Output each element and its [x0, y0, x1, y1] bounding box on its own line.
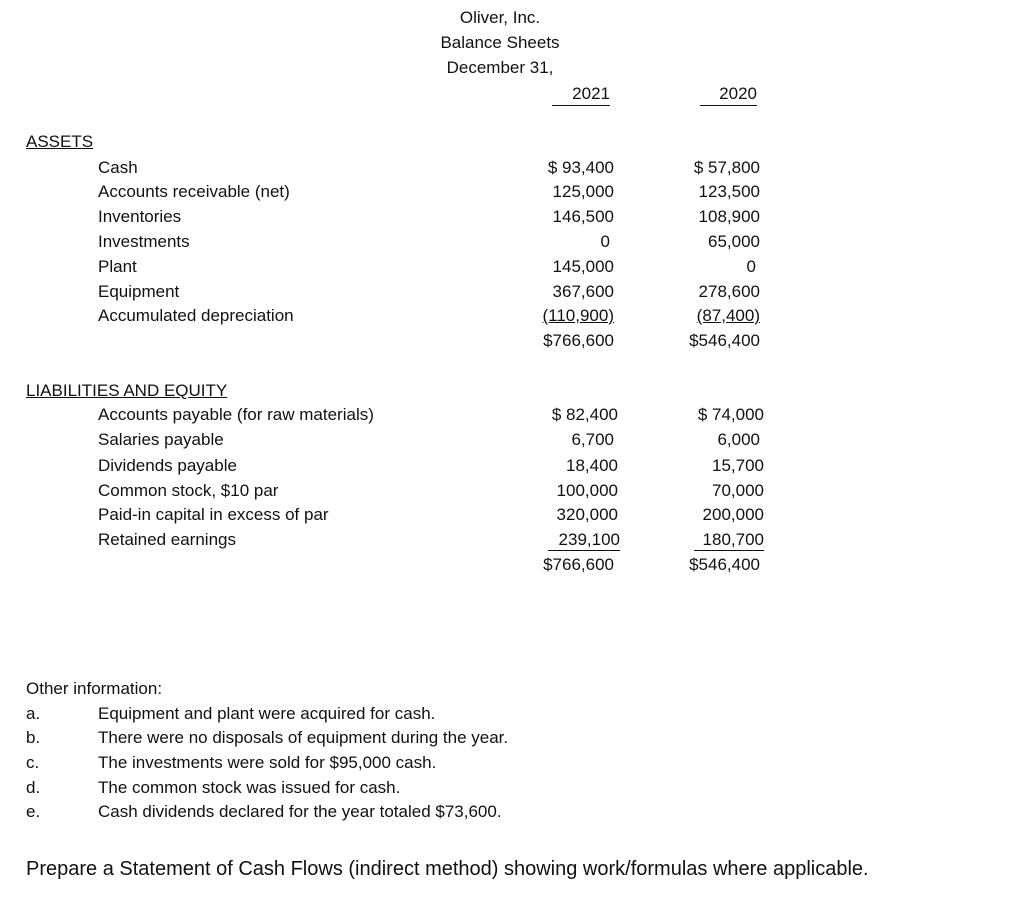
asset-value-2020: 123,500 [698, 182, 760, 201]
statement-date: December 31, [446, 58, 554, 77]
liability-label: Salaries payable [98, 430, 224, 449]
asset-value-2020: 278,600 [698, 282, 760, 301]
other-info-text: There were no disposals of equipment during the year. [98, 728, 509, 747]
other-info-text: The common stock was issued for cash. [98, 778, 401, 797]
asset-value-2021: $ 93,400 [547, 158, 614, 177]
liability-label: Paid-in capital in excess of par [98, 505, 329, 524]
statement-title: Balance Sheets [440, 33, 560, 52]
liability-value-2021: 6,700 [571, 430, 614, 449]
asset-value-2020-cell [665, 306, 760, 326]
liability-value-2020: 180,700 [694, 530, 764, 551]
asset-value-2021-cell [520, 306, 614, 326]
asset-value-2020: 108,900 [698, 207, 760, 226]
column-header-2021: 2021 [552, 84, 610, 106]
asset-value-2021: 145,000 [552, 257, 614, 276]
liability-value-2020: 200,000 [702, 505, 764, 524]
liabilities-heading: LIABILITIES AND EQUITY [26, 381, 228, 400]
liability-value-2021: $ 82,400 [551, 405, 618, 424]
liability-label: Retained earnings [98, 530, 236, 549]
liability-label: Accounts payable (for raw materials) [98, 405, 374, 424]
other-info-letter: a. [26, 704, 41, 723]
other-info-letter: d. [26, 778, 41, 797]
total-assets-2021: $766,600 [543, 331, 614, 350]
asset-label: Accumulated depreciation [98, 306, 294, 325]
liability-label: Common stock, $10 par [98, 481, 279, 500]
liability-label: Dividends payable [98, 456, 237, 475]
assets-heading: ASSETS [26, 132, 94, 151]
company-name: Oliver, Inc. [459, 8, 541, 27]
asset-label: Cash [98, 158, 138, 177]
asset-value-2020: 65,000 [708, 232, 760, 251]
liability-value-2021: 100,000 [556, 481, 618, 500]
column-header-2020: 2020 [700, 84, 757, 106]
other-info-letter: e. [26, 802, 41, 821]
asset-value-2021: 0 [600, 232, 610, 251]
liability-value-2021: 239,100 [548, 530, 620, 551]
asset-value-2021: 125,000 [552, 182, 614, 201]
total-liabilities-equity-2020: $546,400 [689, 555, 760, 574]
liability-value-2020: 15,700 [712, 456, 764, 475]
asset-value-2021: 146,500 [552, 207, 614, 226]
other-info-text: The investments were sold for $95,000 cash. [98, 753, 437, 772]
other-info-text: Cash dividends declared for the year totaled $73,600. [98, 802, 502, 821]
asset-value-2021: 367,600 [552, 282, 614, 301]
asset-value-2020: (87,400) [696, 306, 760, 325]
other-info-letter: c. [26, 753, 40, 772]
other-info-letter: b. [26, 728, 41, 747]
asset-value-2021: (110,900) [542, 306, 614, 325]
other-info-text: Equipment and plant were acquired for cash. [98, 704, 436, 723]
asset-label: Accounts receivable (net) [98, 182, 290, 201]
liability-value-2020: 6,000 [717, 430, 760, 449]
asset-value-2020: $ 57,800 [693, 158, 760, 177]
asset-value-2020: 0 [746, 257, 756, 276]
liability-value-2021: 18,400 [566, 456, 618, 475]
liability-value-2021: 320,000 [556, 505, 618, 524]
liability-value-2020: $ 74,000 [697, 405, 764, 424]
asset-label: Plant [98, 257, 137, 276]
liability-value-2020: 70,000 [712, 481, 764, 500]
assignment-prompt: Prepare a Statement of Cash Flows (indirect method) showing work/formulas where applicable. [26, 858, 869, 880]
total-assets-2020: $546,400 [689, 331, 760, 350]
asset-label: Investments [98, 232, 190, 251]
asset-label: Inventories [98, 207, 182, 226]
total-liabilities-equity-2021: $766,600 [543, 555, 614, 574]
other-info-heading: Other information: [26, 679, 163, 698]
asset-label: Equipment [98, 282, 180, 301]
